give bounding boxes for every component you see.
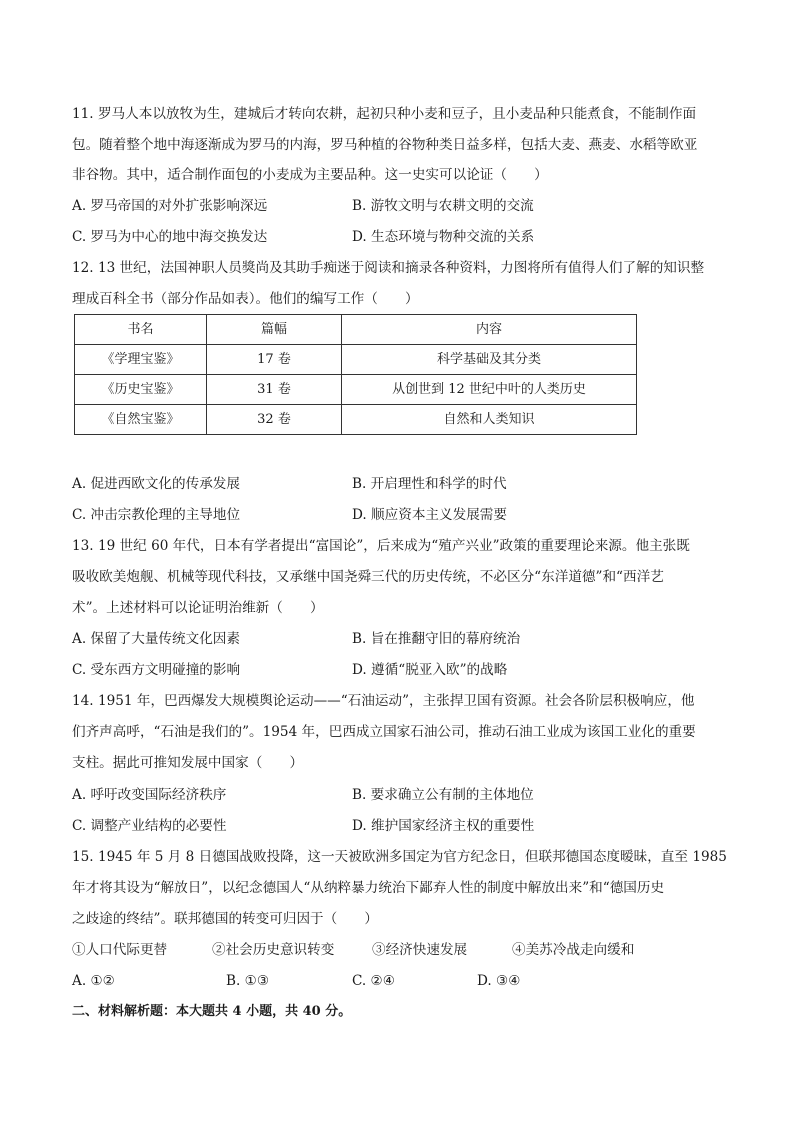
table-row [75,375,637,405]
q14-option-d[interactable]: D. 维护国家经济主权的重要性 [352,818,535,834]
q15-statement-1: ①人口代际更替 [72,942,168,958]
q15-line-2: 年才将其设为“解放日”，以纪念德国人“从纳粹暴力统治下鄙弃人性的制度中解放出来”和“德国历史 [72,880,665,896]
q12-line-2: 理成百科全书（部分作品如表）。他们的编写工作（ ） [72,291,419,307]
q15-statement-3: ③经济快速发展 [372,942,468,958]
q11-option-a[interactable]: A. 罗马帝国的对外扩张影响深远 [72,198,268,214]
q13-line-2: 吸收欧美炮舰、机械等现代科技，又承继中国尧舜三代的历史传统，不必区分“东洋道德”和“西洋艺 [72,569,664,585]
q15-option-d[interactable]: D. ③④ [477,973,521,989]
table-row [75,405,637,435]
encyclopedia-table [74,314,637,435]
table-cell: 自然和人类知识 [342,405,637,435]
q14-line-1: 14. 1951 年，巴西爆发大规模舆论运动——“石油运动”，主张捍卫国有资源。社会各阶层积极响应，他 [72,693,695,709]
q15-option-b[interactable]: B. ①③ [226,973,270,989]
table-cell: 31 卷 [207,375,342,405]
q12-option-d[interactable]: D. 顺应资本主义发展需要 [352,507,507,523]
q11-line-3: 非谷物。其中，适合制作面包的小麦成为主要品种。这一史实可以论证（ ） [72,167,548,183]
q13-line-1: 13. 19 世纪 60 年代，日本有学者提出“富国论”，后来成为“殖产兴业”政策的重要理论来源。他主张既 [72,538,690,554]
table-cell: 从创世到 12 世纪中叶的人类历史 [342,375,637,405]
table-header: 内容 [342,315,637,345]
q14-option-a[interactable]: A. 呼吁改变国际经济秩序 [72,787,227,803]
table-cell: 《自然宝鉴》 [75,405,207,435]
q13-option-d[interactable]: D. 遵循“脱亚入欧”的战略 [352,662,508,678]
q15-statement-4: ④美苏冷战走向缓和 [512,942,635,958]
table-cell: 《历史宝鉴》 [75,375,207,405]
q13-option-c[interactable]: C. 受东西方文明碰撞的影响 [72,662,241,678]
section-2-heading: 二、材料解析题：本大题共 4 小题，共 40 分。 [72,1004,352,1019]
table-header: 篇幅 [207,315,342,345]
q15-line-1: 15. 1945 年 5 月 8 日德国战败投降，这一天被欧洲多国定为官方纪念日，但联邦德国态度暧昧，直至 1985 [72,849,727,865]
table-row [75,345,637,375]
q14-option-b[interactable]: B. 要求确立公有制的主体地位 [352,787,534,803]
q12-option-b[interactable]: B. 开启理性和科学的时代 [352,476,507,492]
q11-option-c[interactable]: C. 罗马为中心的地中海交换发达 [72,229,268,245]
table-cell: 《学理宝鉴》 [75,345,207,375]
q15-option-a[interactable]: A. ①② [72,973,115,989]
q12-line-1: 12. 13 世纪，法国神职人员獎尚及其助手痴迷于阅读和摘录各种资料，力图将所有值得人们了解的知识整 [72,260,705,276]
table-cell: 17 卷 [207,345,342,375]
q13-option-b[interactable]: B. 旨在推翻守旧的幕府统治 [352,631,521,647]
q14-line-3: 支柱。据此可推知发展中国家（ ） [72,755,304,771]
q13-line-3: 术”。上述材料可以论证明治维新（ ） [72,600,324,616]
q15-statement-2: ②社会历史意识转变 [212,942,335,958]
q14-line-2: 们齐声高呼，“石油是我们的”。1954 年，巴西成立国家石油公司，推动石油工业成为该国工业化的重要 [72,724,696,740]
table-cell: 科学基础及其分类 [342,345,637,375]
q11-option-b[interactable]: B. 游牧文明与农耕文明的交流 [352,198,534,214]
table-header-row [75,315,637,345]
q13-option-a[interactable]: A. 保留了大量传统文化因素 [72,631,240,647]
table-cell: 32 卷 [207,405,342,435]
q12-option-a[interactable]: A. 促进西欧文化的传承发展 [72,476,240,492]
q11-option-d[interactable]: D. 生态环境与物种交流的关系 [352,229,535,245]
q14-option-c[interactable]: C. 调整产业结构的必要性 [72,818,227,834]
q11-line-1: 11. 罗马人本以放牧为生，建城后才转向农耕，起初只种小麦和豆子，且小麦品种只能煮食，不能制作面 [72,106,697,122]
q15-option-c[interactable]: C. ②④ [352,973,395,989]
q15-line-3: 之歧途的终结”。联邦德国的转变可归因于（ ） [72,911,379,927]
q11-line-2: 包。随着整个地中海逐渐成为罗马的内海，罗马种植的谷物种类日益多样，包括大麦、燕麦、水稻等欧亚 [72,137,698,153]
q12-option-c[interactable]: C. 冲击宗教伦理的主导地位 [72,507,241,523]
table-header: 书名 [75,315,207,345]
